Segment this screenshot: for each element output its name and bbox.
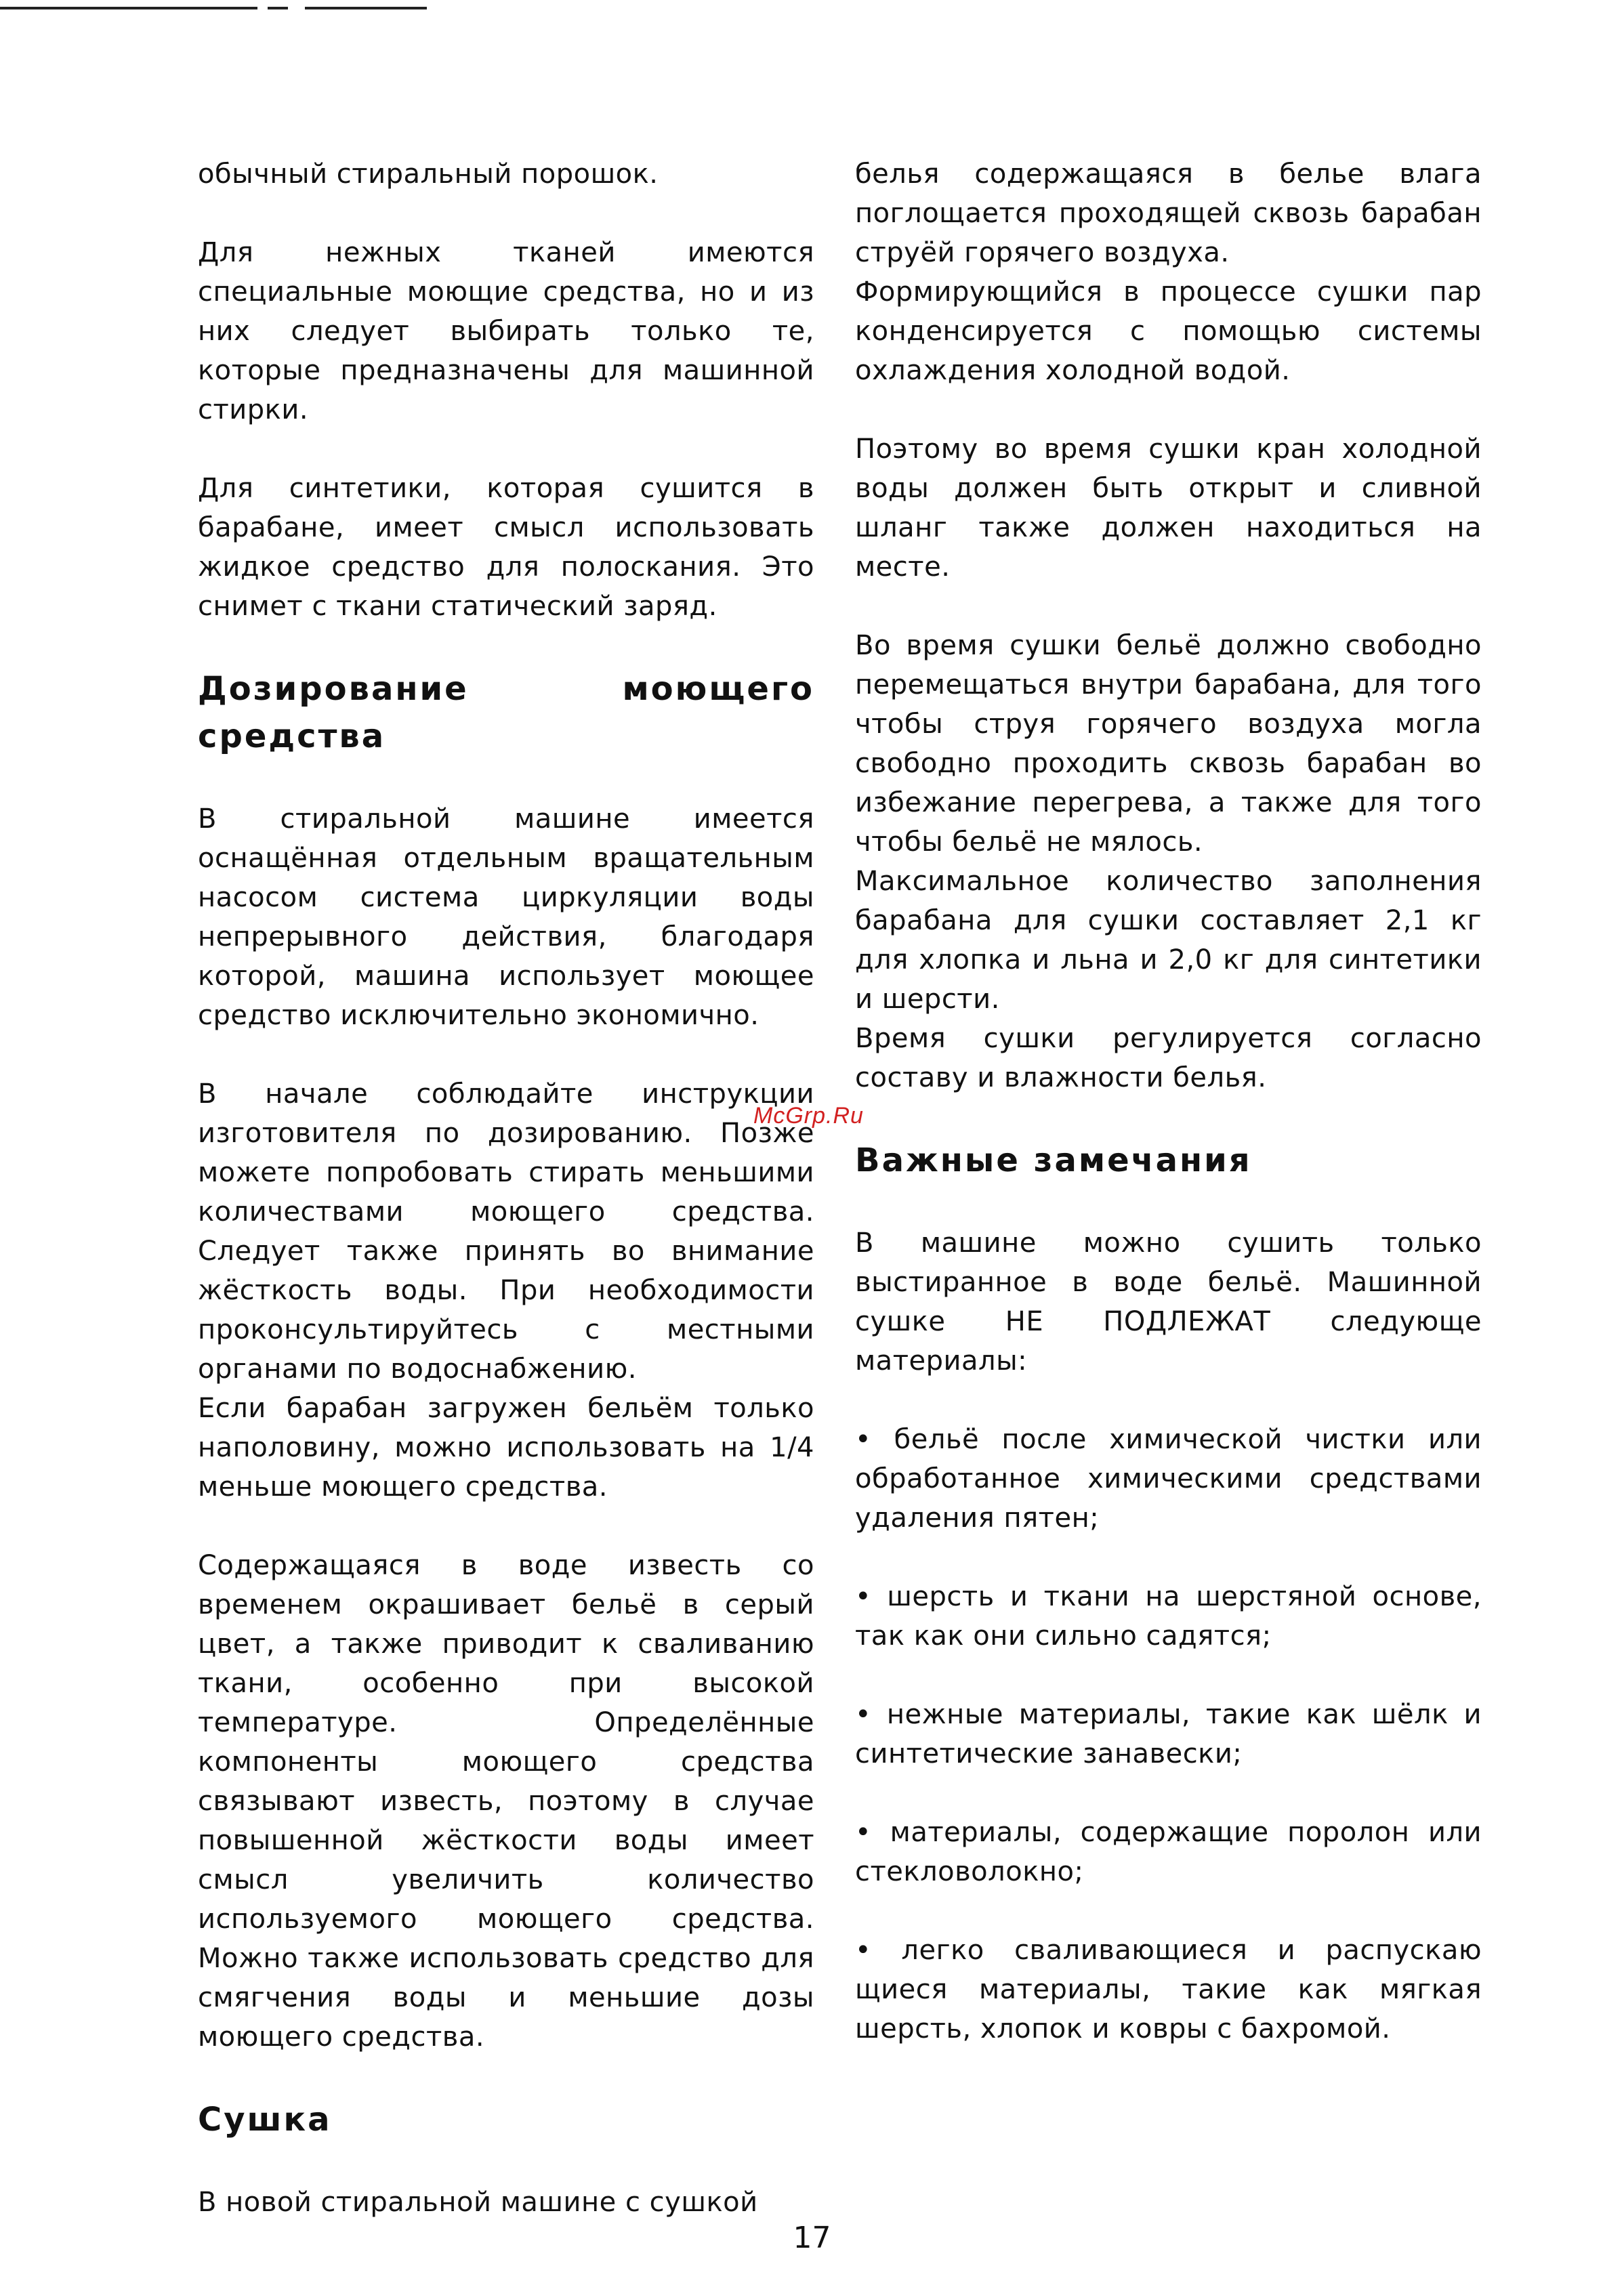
scan-edge-line — [305, 7, 427, 9]
paragraph: обычный стиральный порошок. — [198, 159, 659, 190]
scan-edge-line — [0, 7, 257, 9]
paragraph: Максимальное количество заполнения барабана для сушки составляет 2,1 кг для хлопка и льна и 2,0 кг для синтетики и шерсти. — [855, 866, 1482, 1015]
scan-edge-line — [268, 7, 288, 9]
watermark: McGrp.Ru — [753, 1103, 864, 1129]
paragraph: Время сушки регулируется согласно составу и влажности белья. — [855, 1023, 1482, 1093]
page-number: 17 — [793, 2221, 831, 2255]
list-item: • шерсть и ткани на шерстяной основе, так как они сильно садятся; — [855, 1581, 1482, 1652]
right-column — [855, 154, 1482, 2049]
text-run: меньше моющего средства. — [198, 1471, 608, 1503]
paragraph: Формирующийся в процессе сушки пар конденсируется с помощью системы охлаждения холодной водой. — [855, 276, 1482, 386]
paragraph: Во время сушки бельё должно свободно перемещаться внутри барабана, для того чтобы струя горячего воздуха могла свободно проходить сквозь барабан во избежание перегрева, а также для того чтобы бельё не мялось. — [855, 630, 1482, 858]
paragraph: белья содержащаяся в белье влага поглощается проходящей сквозь барабан струёй горячего воздуха. — [855, 159, 1482, 268]
section-heading-drying: Сушка — [198, 2101, 332, 2139]
left-column — [198, 154, 814, 2222]
list-item: • материалы, содержащие поролон или стекловолокно; — [855, 1817, 1482, 1887]
paragraph: Поэтому во время сушки кран холодной воды должен быть открыт и сливной шланг также должен находиться на месте. — [855, 434, 1482, 583]
section-heading-important-notes: Важные замечания — [855, 1141, 1252, 1179]
paragraph: Для синтетики, которая сушится в барабане, имеет смысл использовать жидкое средство для полоскания. Это снимет с ткани статический заряд. — [198, 473, 814, 622]
paragraph: В новой стиральной машине с сушкой — [198, 2187, 758, 2218]
fraction: 1/4 — [770, 1432, 814, 1463]
section-heading-dosing: Дозирование моющего средства — [198, 670, 814, 755]
text-run: Если барабан загружен бельём только наполовину, можно использовать на — [198, 1393, 814, 1463]
paragraph: В начале соблюдайте инструкции изготовителя по дозированию. Позже можете попробовать стирать меньшими количествами моющего средства. Следует также принять во внимание жёсткость воды. При необходимости проконсультируйтесь с местными органами по водоснабжению. — [198, 1078, 814, 1385]
list-item: • нежные материалы, такие как шёлк и синтетические занавески; — [855, 1699, 1482, 1769]
list-item: • легко сваливающиеся и распускаю щиеся материалы, такие как мягкая шерсть, хлопок и ковры с бахромой. — [855, 1935, 1482, 2044]
paragraph: Содержащаяся в воде известь со временем окрашивает бельё в серый цвет, а также приводит к сваливанию ткани, особенно при высокой температуре. Определённые компоненты моющего средства связывают известь, поэтому в случае повышенной жёсткости воды имеет смысл увеличить количество используемого моющего средства. Можно также использовать средство для смягчения воды и меньшие дозы моющего средства. — [198, 1550, 814, 2053]
paragraph: В машине можно сушить только выстиранное в воде бельё. Машинной сушке НЕ ПОДЛЕЖАТ следующе материалы: — [855, 1228, 1482, 1377]
paragraph: Для нежных тканей имеются специальные моющие средства, но и из них следует выбирать только те, которые предназначены для машинной стирки. — [198, 237, 814, 425]
list-item: • бельё после химической чистки или обработанное химическими средствами удаления пятен; — [855, 1424, 1482, 1534]
paragraph — [198, 1389, 814, 1507]
paragraph: В стиральной машине имеется оснащённая отдельным вращательным насосом система циркуляции воды непрерывного действия, благодаря которой, машина использует моющее средство исключительно экономично. — [198, 803, 814, 1031]
